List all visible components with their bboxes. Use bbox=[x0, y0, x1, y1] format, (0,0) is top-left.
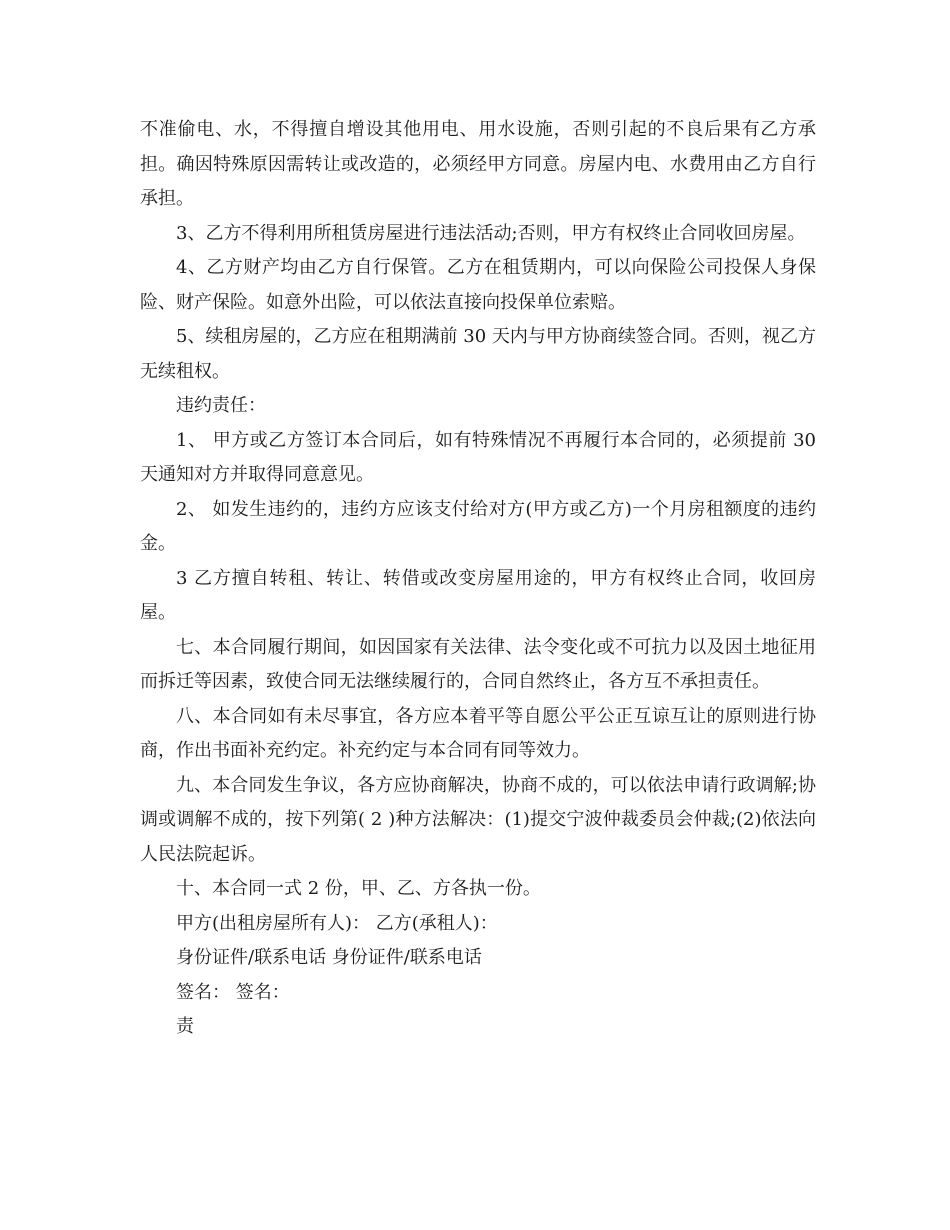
paragraph-article-10: 十、本合同一式 2 份，甲、乙、方各执一份。 bbox=[176, 878, 541, 899]
paragraph-breach-3: 3 乙方擅自转租、转让、转借或改变房屋用途的，甲方有权终止合同，收回房屋。 bbox=[140, 567, 816, 623]
paragraph-article-7: 七、本合同履行期间，如因国家有关法律、法令变化或不可抗力以及因土地征用而拆迁等因素，致使合同无法继续履行的，合同自然终止，各方互不承担责任。 bbox=[140, 636, 816, 692]
paragraph-utilities-clause: 不准偷电、水，不得擅自增设其他用电、用水设施，否则引起的不良后果有乙方承担。确因特殊原因需转让或改造的，必须经甲方同意。房屋内电、水费用由乙方自行承担。 bbox=[140, 119, 816, 209]
paragraph-article-9: 九、本合同发生争议，各方应协商解决，协商不成的，可以依法申请行政调解;协调或调解不成的，按下列第( 2 )种方法解决：(1)提交宁波仲裁委员会仲裁;(2)依法向人民法院起诉。 bbox=[140, 774, 816, 865]
trailing-text-line: 责 bbox=[176, 1016, 194, 1037]
paragraph-breach-1: 1、 甲方或乙方签订本合同后，如有特殊情况不再履行本合同的，必须提前 30 天通知对方并取得同意意见。 bbox=[140, 429, 816, 485]
paragraph-clause-5: 5、续租房屋的，乙方应在租期满前 30 天内与甲方协商续签合同。否则，视乙方无续租权。 bbox=[140, 326, 816, 382]
signature-parties-line: 甲方(出租房屋所有人)： 乙方(承租人)： bbox=[176, 912, 498, 934]
signature-id-phone-line: 身份证件/联系电话 身份证件/联系电话 bbox=[176, 947, 482, 968]
signature-sign-line: 签名： 签名： bbox=[176, 981, 290, 1003]
paragraph-article-8: 八、本合同如有未尽事宜，各方应本着平等自愿公平公正互谅互让的原则进行协商，作出书面补充约定。补充约定与本合同有同等效力。 bbox=[140, 705, 816, 761]
contract-body bbox=[140, 113, 816, 1045]
heading-breach-liability: 违约责任： bbox=[176, 395, 266, 416]
paragraph-clause-3: 3、乙方不得利用所租赁房屋进行违法活动;否则，甲方有权终止合同收回房屋。 bbox=[176, 222, 806, 244]
paragraph-breach-2: 2、 如发生违约的，违约方应该支付给对方(甲方或乙方)一个月房租额度的违约金。 bbox=[140, 498, 816, 554]
paragraph-clause-4: 4、乙方财产均由乙方自行保管。乙方在租赁期内，可以向保险公司投保人身保险、财产保险。如意外出险，可以依法直接向投保单位索赔。 bbox=[140, 257, 816, 313]
